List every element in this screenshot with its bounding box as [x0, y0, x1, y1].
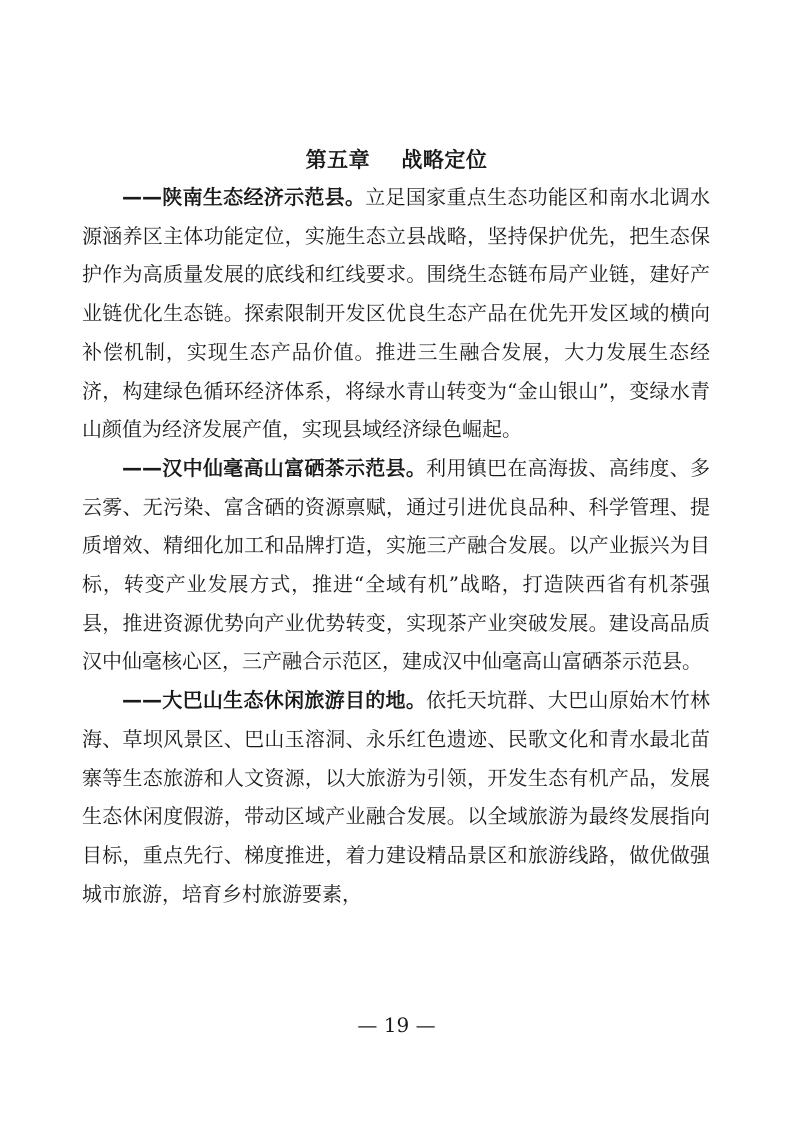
page-number: — 19 — — [357, 1013, 436, 1037]
paragraph-body: 立足国家重点生态功能区和南水北调水源涵养区主体功能定位，实施生态立县战略，坚持保护优先，把生态保护作为高质量发展的底线和红线要求。围绕生态链布局产业链，建好产业链优化生态链。探索限制开发区优良生态产品在优先开发区域的横向补偿机制，实现生态产品价值。推进三生融合发展，大力发展生态经济，构建绿色循环经济体系，将绿水青山转变为“金山银山”，变绿水青山颜值为经济发展产值，实现县域经济绿色崛起。 — [82, 185, 711, 442]
paragraph-lead-heading: ——汉中仙毫高山富硒茶示范县。 — [122, 455, 427, 480]
paragraph-ecological-economy — [82, 178, 710, 449]
paragraph-lead-heading: ——大巴山生态休闲旅游目的地。 — [122, 688, 427, 713]
chapter-title: 第五章 战略定位 — [305, 148, 488, 172]
body-text — [82, 178, 710, 913]
paragraph-selenium-tea — [82, 449, 710, 681]
paragraph-body: 依托天坑群、大巴山原始木竹林海、草坝风景区、巴山玉溶洞、永乐红色遗迹、民歌文化和青水最北苗寨等生态旅游和人文资源，以大旅游为引领，开发生态有机产品，发展生态休闲度假游，带动区域产业融合发展。以全域旅游为最终发展指向目标，重点先行、梯度推进，着力建设精品景区和旅游线路，做优做强城市旅游，培育乡村旅游要素， — [82, 688, 711, 906]
paragraph-leisure-tourism — [82, 681, 710, 913]
paragraph-body: 利用镇巴在高海拔、高纬度、多云雾、无污染、富含硒的资源禀赋，通过引进优良品种、科学管理、提质增效、精细化加工和品牌打造，实施三产融合发展。以产业振兴为目标，转变产业发展方式，推进“全域有机”战略，打造陕西省有机茶强县，推进资源优势向产业优势转变，实现茶产业突破发展。建设高品质汉中仙毫核心区，三产融合示范区，建成汉中仙毫高山富硒茶示范县。 — [82, 455, 711, 674]
paragraph-lead-heading: ——陕南生态经济示范县。 — [122, 185, 366, 209]
